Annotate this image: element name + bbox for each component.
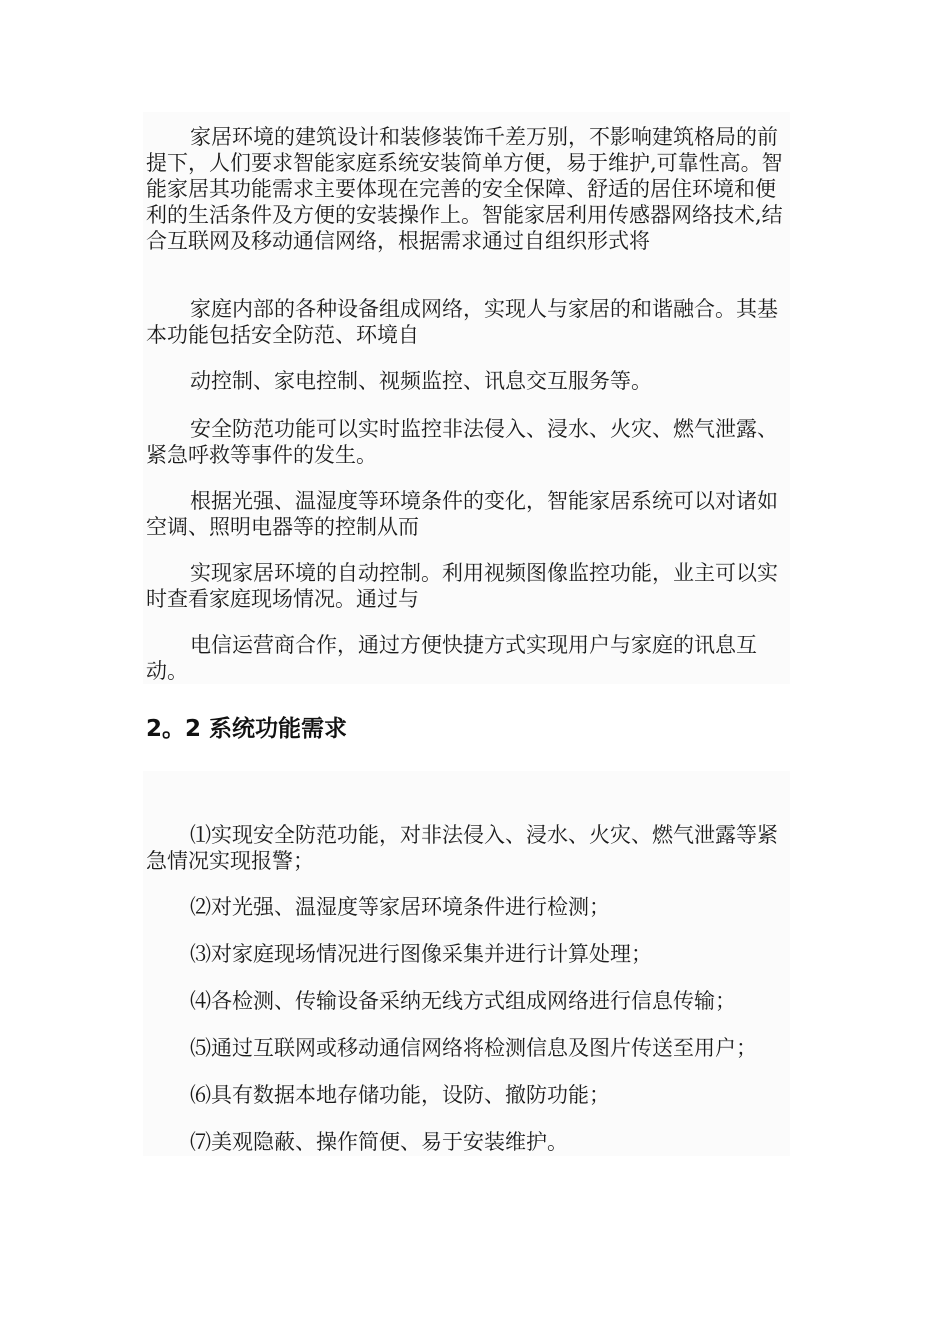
intro-paragraph-2: 家庭内部的各种设备组成网络，实现人与家居的和谐融合。其基本功能包括安全防范、环境自 xyxy=(146,297,778,347)
requirement-item-4: ⑷各检测、传输设备采纳无线方式组成网络进行信息传输； xyxy=(190,989,736,1013)
requirement-item-1: ⑴实现安全防范功能，对非法侵入、浸水、火灾、燃气泄露等紧急情况实现报警； xyxy=(146,823,778,873)
requirement-item-7: ⑺美观隐蔽、操作简便、易于安装维护。 xyxy=(190,1130,568,1154)
intro-paragraph-5: 根据光强、温湿度等环境条件的变化，智能家居系统可以对诸如空调、照明电器等的控制从而 xyxy=(146,489,778,539)
requirement-item-3: ⑶对家庭现场情况进行图像采集并进行计算处理； xyxy=(190,942,652,966)
requirement-item-2: ⑵对光强、温湿度等家居环境条件进行检测； xyxy=(190,895,610,919)
intro-paragraph-6: 实现家居环境的自动控制。利用视频图像监控功能，业主可以实时查看家庭现场情况。通过与 xyxy=(146,561,778,611)
requirement-item-6: ⑹具有数据本地存储功能，设防、撤防功能； xyxy=(190,1083,610,1107)
intro-paragraph-4: 安全防范功能可以实时监控非法侵入、浸水、火灾、燃气泄露、紧急呼救等事件的发生。 xyxy=(146,417,778,467)
intro-paragraph-1: 家居环境的建筑设计和装修装饰千差万别，不影响建筑格局的前提下，人们要求智能家庭系统安装简单方便，易于维护,可靠性高。智能家居其功能需求主要体现在完善的安全保障、舒适的居住环境和便利的生活条件及方便的安装操作上。智能家居利用传感器网络技术,结合互联网及移动通信网络，根据需求通过自组织形式将 xyxy=(146,125,783,253)
intro-paragraph-7: 电信运营商合作，通过方便快捷方式实现用户与家庭的讯息互动。 xyxy=(146,633,757,683)
section-heading: 2。2 系统功能需求 xyxy=(146,716,348,742)
intro-paragraph-3: 动控制、家电控制、视频监控、讯息交互服务等。 xyxy=(190,369,652,393)
requirement-item-5: ⑸通过互联网或移动通信网络将检测信息及图片传送至用户； xyxy=(190,1036,757,1060)
